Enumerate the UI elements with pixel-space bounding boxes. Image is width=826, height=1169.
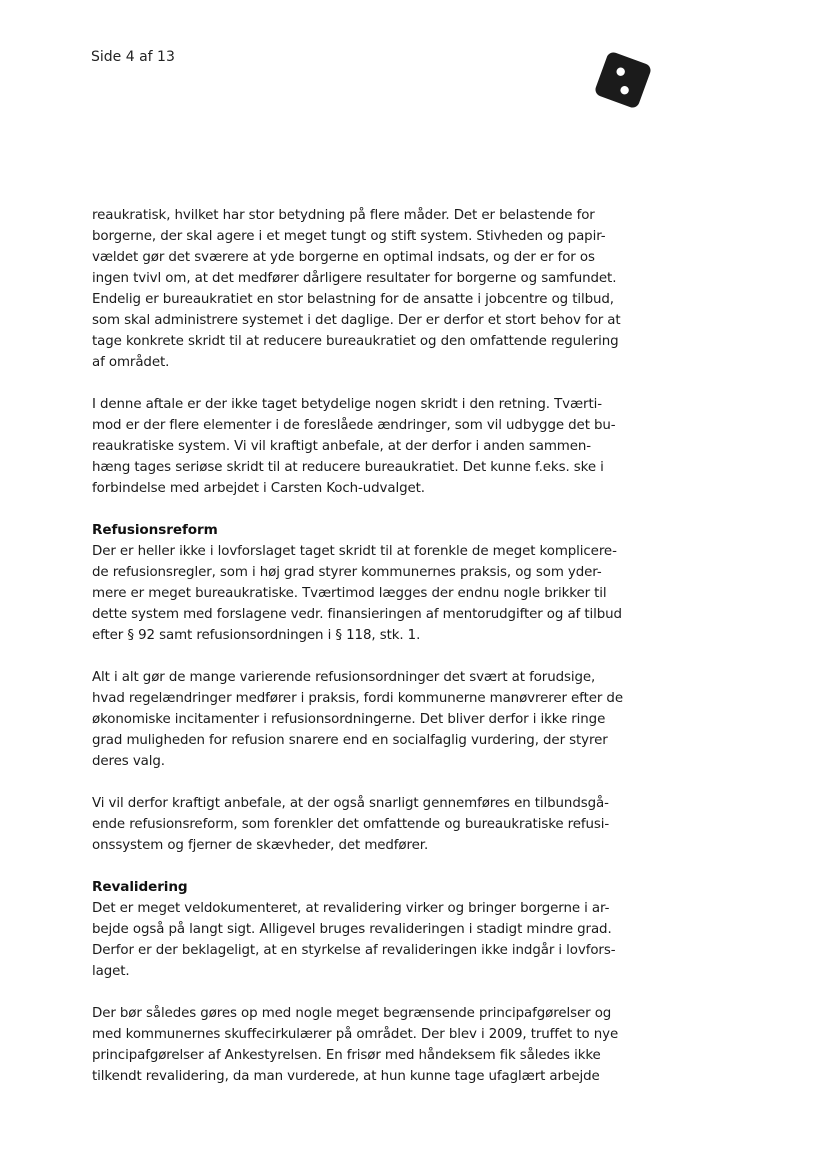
text-line: bejde også på langt sigt. Alligevel bruges revalideringen i stadigt mindre grad. — [92, 922, 612, 937]
text-line: laget. — [92, 964, 130, 979]
text-line: Det er meget veldokumenteret, at revalidering virker og bringer borgerne i ar- — [92, 901, 610, 916]
text-line: forbindelse med arbejdet i Carsten Koch-udvalget. — [92, 481, 425, 496]
text-line: dette system med forslagene vedr. finansieringen af mentorudgifter og af tilbud — [92, 607, 622, 622]
paragraph-bureaucracy — [92, 205, 664, 373]
tilted-square-logo-icon — [594, 49, 652, 111]
text-line: hæng tages seriøse skridt til at reducere bureaukratiet. Det kunne f.eks. ske i — [92, 460, 604, 475]
text-line: tilkendt revalidering, da man vurderede, at hun kunne tage ufaglært arbejde — [92, 1069, 600, 1084]
section-heading-refusion: Refusionsreform — [92, 522, 218, 538]
paragraph-agreement — [92, 394, 664, 499]
text-line: principafgørelser af Ankestyrelsen. En frisør med håndeksem fik således ikke — [92, 1048, 601, 1063]
text-line: reaukratisk, hvilket har stor betydning på flere måder. Det er belastende for — [92, 208, 595, 223]
text-line: økonomiske incitamenter i refusionsordningerne. Det bliver derfor i ikke ringe — [92, 712, 606, 727]
page-number: Side 4 af 13 — [91, 49, 175, 65]
text-line: Der bør således gøres op med nogle meget begrænsende principafgørelser og — [92, 1006, 612, 1021]
text-line: grad muligheden for refusion snarere end en socialfaglig vurdering, der styrer — [92, 733, 608, 748]
text-line: med kommunernes skuffecirkulærer på området. Der blev i 2009, truffet to nye — [92, 1027, 619, 1042]
paragraph-principal-decisions — [92, 1003, 664, 1087]
text-line: mod er der flere elementer i de foreslåede ændringer, som vil udbygge det bu- — [92, 418, 616, 433]
text-line: I denne aftale er der ikke taget betydelige nogen skridt i den retning. Tværti- — [92, 397, 602, 412]
paragraph-refusion-incentives — [92, 667, 664, 772]
section-heading-revalidering: Revalidering — [92, 879, 188, 895]
text-line: som skal administrere systemet i det daglige. Der er derfor et stort behov for at — [92, 313, 621, 328]
paragraph-revalidering — [92, 898, 664, 982]
text-line: de refusionsregler, som i høj grad styrer kommunernes praksis, og som yder- — [92, 565, 602, 580]
document-body — [92, 205, 664, 1087]
paragraph-refusion-recommendation — [92, 793, 664, 856]
text-line: tage konkrete skridt til at reducere bureaukratiet og den omfattende regulering — [92, 334, 619, 349]
text-line: ingen tvivl om, at det medfører dårligere resultater for borgerne og samfundet. — [92, 271, 617, 286]
text-line: Derfor er der beklageligt, at en styrkelse af revalideringen ikke indgår i lovfors- — [92, 943, 616, 958]
paragraph-refusion-rules — [92, 541, 664, 646]
text-line: vældet gør det sværere at yde borgerne en optimal indsats, og der er for os — [92, 250, 595, 265]
text-line: Alt i alt gør de mange varierende refusionsordninger det svært at forudsige, — [92, 670, 596, 685]
text-line: mere er meget bureaukratiske. Tværtimod lægges der endnu nogle brikker til — [92, 586, 607, 601]
text-line: Der er heller ikke i lovforslaget taget skridt til at forenkle de meget komplicere- — [92, 544, 617, 559]
text-line: deres valg. — [92, 754, 165, 769]
text-line: Vi vil derfor kraftigt anbefale, at der også snarligt gennemføres en tilbundsgå- — [92, 796, 609, 811]
text-line: reaukratiske system. Vi vil kraftigt anbefale, at der derfor i anden sammen- — [92, 439, 591, 454]
text-line: efter § 92 samt refusionsordningen i § 118, stk. 1. — [92, 628, 421, 643]
text-line: ende refusionsreform, som forenkler det omfattende og bureaukratiske refusi- — [92, 817, 610, 832]
text-line: Endelig er bureaukratiet en stor belastning for de ansatte i jobcentre og tilbud, — [92, 292, 614, 307]
text-line: af området. — [92, 355, 170, 370]
text-line: onssystem og fjerner de skævheder, det medfører. — [92, 838, 429, 853]
text-line: hvad regelændringer medfører i praksis, fordi kommunerne manøvrerer efter de — [92, 691, 623, 706]
text-line: borgerne, der skal agere i et meget tungt og stift system. Stivheden og papir- — [92, 229, 606, 244]
